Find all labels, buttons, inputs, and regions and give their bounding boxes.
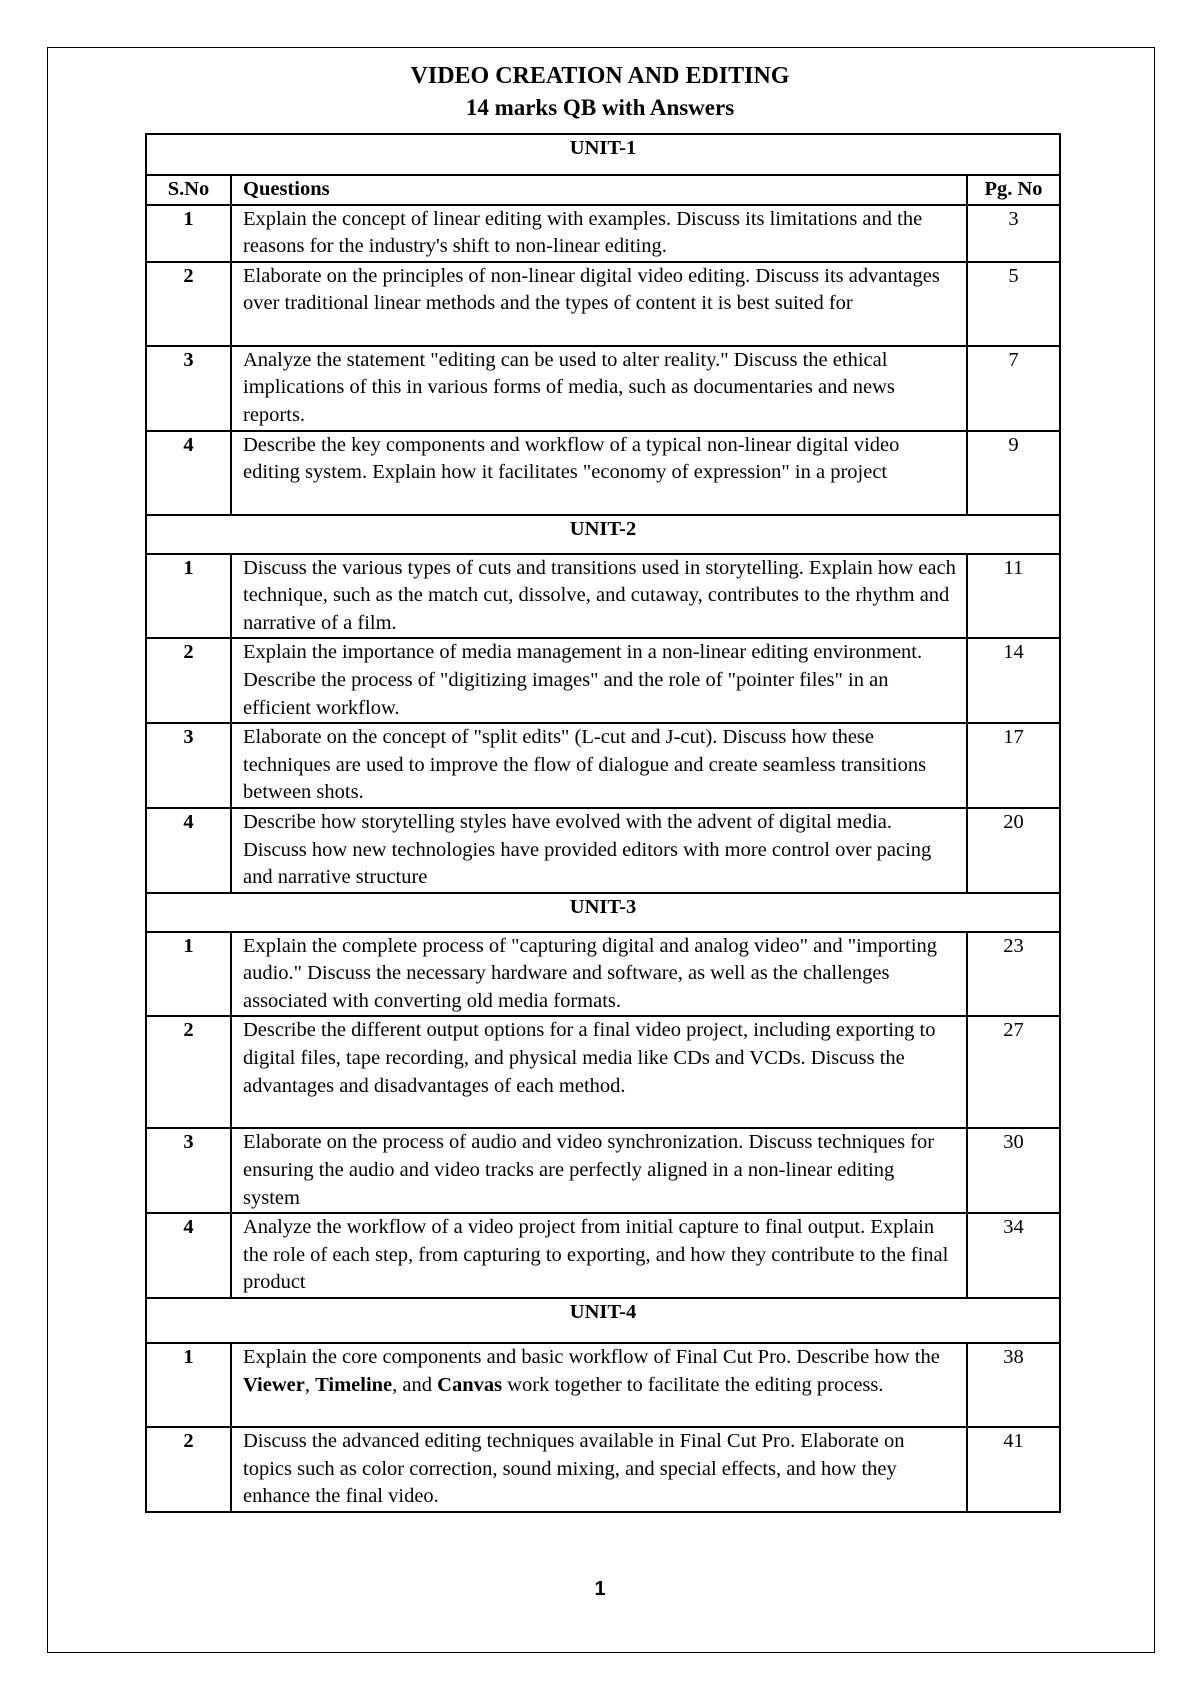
question-text bbox=[231, 205, 967, 262]
page-ref: 23 bbox=[967, 932, 1060, 1017]
question-bold-term: Viewer bbox=[243, 1373, 305, 1396]
question-number: 2 bbox=[146, 638, 231, 723]
question-row bbox=[146, 808, 1060, 893]
question-text-segment: Explain the importance of media management in a non-linear editing environment. Describe the process of "digitizing images" and the role of "pointer files" in an efficient workflow. bbox=[243, 641, 923, 719]
page-ref: 11 bbox=[967, 554, 1060, 639]
question-number: 1 bbox=[146, 1343, 231, 1427]
question-number: 2 bbox=[146, 1427, 231, 1512]
question-text-segment: work together to facilitate the editing process. bbox=[502, 1373, 884, 1396]
question-bank-table bbox=[145, 133, 1061, 1513]
question-text-segment: Analyze the statement "editing can be used to alter reality." Discuss the ethical implications of this in various forms of media, such as documentaries and news reports. bbox=[243, 348, 895, 426]
unit-label: UNIT-3 bbox=[146, 893, 1060, 932]
unit-header-row bbox=[146, 893, 1060, 932]
page-ref: 20 bbox=[967, 808, 1060, 893]
page-ref: 7 bbox=[967, 346, 1060, 431]
page-ref: 41 bbox=[967, 1427, 1060, 1512]
question-text bbox=[231, 932, 967, 1017]
question-text bbox=[231, 431, 967, 515]
page-ref: 9 bbox=[967, 431, 1060, 515]
page-ref: 14 bbox=[967, 638, 1060, 723]
question-text bbox=[231, 723, 967, 808]
column-header-row bbox=[146, 175, 1060, 205]
page-ref: 3 bbox=[967, 205, 1060, 262]
unit-label: UNIT-1 bbox=[146, 134, 1060, 175]
question-number: 1 bbox=[146, 205, 231, 262]
question-row bbox=[146, 1128, 1060, 1213]
page-ref: 17 bbox=[967, 723, 1060, 808]
question-text bbox=[231, 808, 967, 893]
question-text-segment: Explain the core components and basic workflow of Final Cut Pro. Describe how the bbox=[243, 1346, 940, 1369]
question-row bbox=[146, 554, 1060, 639]
question-row bbox=[146, 723, 1060, 808]
question-row bbox=[146, 1016, 1060, 1128]
unit-header-row bbox=[146, 134, 1060, 175]
question-text-segment: , and bbox=[392, 1373, 438, 1396]
question-text bbox=[231, 638, 967, 723]
question-text-segment: Elaborate on the process of audio and video synchronization. Discuss techniques for ensuring the audio and video tracks are perfectly aligned in a non-linear editing system bbox=[243, 1131, 935, 1209]
unit-label: UNIT-2 bbox=[146, 515, 1060, 554]
question-text bbox=[231, 346, 967, 431]
unit-header-row bbox=[146, 515, 1060, 554]
question-row bbox=[146, 1427, 1060, 1512]
question-text-segment: Describe how storytelling styles have evolved with the advent of digital media. Discuss how new technologies have provided editors with more control over pacing and narrative structure bbox=[243, 810, 932, 889]
question-number: 3 bbox=[146, 1128, 231, 1213]
question-text-segment: , bbox=[304, 1373, 316, 1396]
document-subtitle: 14 marks QB with Answers bbox=[465, 95, 735, 120]
question-text-segment: Discuss the various types of cuts and transitions used in storytelling. Explain how each technique, such as the match cut, dissolve, and cutaway, contributes to the rhythm and narrative of a film. bbox=[243, 556, 956, 634]
question-text bbox=[231, 262, 967, 346]
page-ref: 30 bbox=[967, 1128, 1060, 1213]
questions-header: Questions bbox=[231, 175, 967, 205]
question-number: 2 bbox=[146, 262, 231, 346]
question-row bbox=[146, 932, 1060, 1017]
question-row bbox=[146, 205, 1060, 262]
question-number: 3 bbox=[146, 723, 231, 808]
question-bold-term: Canvas bbox=[437, 1373, 503, 1396]
question-text-segment: Describe the key components and workflow of a typical non-linear digital video editing system. Explain how it facilitates "economy of expression" in a project bbox=[243, 433, 900, 484]
question-number: 4 bbox=[146, 431, 231, 515]
unit-label: UNIT-4 bbox=[146, 1298, 1060, 1343]
question-number: 2 bbox=[146, 1016, 231, 1128]
question-number: 4 bbox=[146, 808, 231, 893]
question-row bbox=[146, 431, 1060, 515]
question-text-segment: Explain the complete process of "capturing digital and analog video" and "importing audio." Discuss the necessary hardware and software, as well as the challenges associated with converting old media formats. bbox=[243, 934, 938, 1012]
pg-no-header: Pg. No bbox=[967, 175, 1060, 205]
question-text-segment: Discuss the advanced editing techniques available in Final Cut Pro. Elaborate on topics such as color correction, sound mixing, and special effects, and how they enhance the final video. bbox=[243, 1430, 905, 1508]
question-number: 1 bbox=[146, 932, 231, 1017]
question-text-segment: Describe the different output options for a final video project, including exporting to digital files, tape recording, and physical media like CDs and VCDs. Discuss the advantages and disadvantages of each method. bbox=[243, 1019, 936, 1097]
question-row bbox=[146, 638, 1060, 723]
question-text bbox=[231, 1213, 967, 1298]
question-text-segment: Analyze the workflow of a video project from initial capture to final output. Explain the role of each step, from capturing to exporting, and how they contribute to the final product bbox=[243, 1216, 949, 1294]
sno-header: S.No bbox=[146, 175, 231, 205]
question-bold-term: Timeline bbox=[315, 1373, 393, 1396]
question-text bbox=[231, 1427, 967, 1512]
question-number: 1 bbox=[146, 554, 231, 639]
unit-header-row bbox=[146, 1298, 1060, 1343]
page-ref: 27 bbox=[967, 1016, 1060, 1128]
question-text bbox=[231, 1016, 967, 1128]
question-row bbox=[146, 1343, 1060, 1427]
page-ref: 34 bbox=[967, 1213, 1060, 1298]
page-number: 1 bbox=[594, 1578, 606, 1600]
page-ref: 5 bbox=[967, 262, 1060, 346]
question-text bbox=[231, 554, 967, 639]
question-bank-body bbox=[146, 134, 1060, 1512]
page-ref: 38 bbox=[967, 1343, 1060, 1427]
question-row bbox=[146, 1213, 1060, 1298]
question-row bbox=[146, 262, 1060, 346]
question-text bbox=[231, 1128, 967, 1213]
question-text-segment: Elaborate on the principles of non-linear digital video editing. Discuss its advantages over traditional linear methods and the types of content it is best suited for bbox=[243, 264, 940, 315]
document-title: VIDEO CREATION AND EDITING bbox=[410, 63, 790, 89]
question-text-segment: Elaborate on the concept of "split edits" (L-cut and J-cut). Discuss how these techniques are used to improve the flow of dialogue and create seamless transitions between shots. bbox=[243, 726, 927, 804]
question-text bbox=[231, 1343, 967, 1427]
question-number: 4 bbox=[146, 1213, 231, 1298]
question-text-segment: Explain the concept of linear editing with examples. Discuss its limitations and the reasons for the industry's shift to non-linear editing. bbox=[243, 207, 923, 258]
question-number: 3 bbox=[146, 346, 231, 431]
question-row bbox=[146, 346, 1060, 431]
